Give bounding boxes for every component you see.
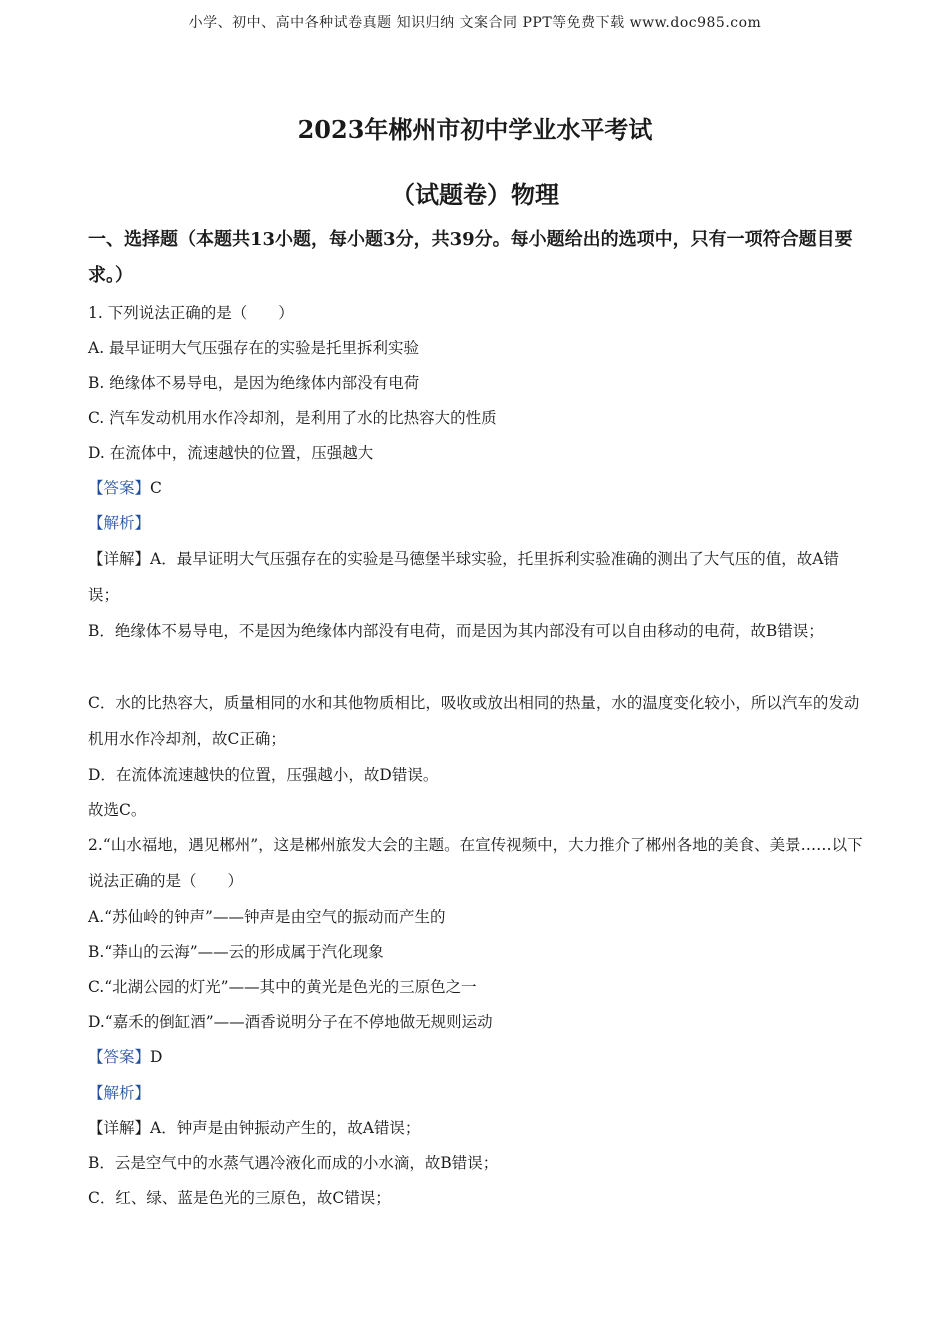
detail-tag: 【详解】	[88, 550, 151, 568]
q2-detail-b: B．云是空气中的水蒸气遇冷液化而成的小水滴，故B错误；	[88, 1154, 499, 1172]
q2-answer	[88, 1046, 868, 1068]
q2-option-c: C.“北湖公园的灯光”——其中的黄光是色光的三原色之一	[88, 978, 477, 996]
q1-detail-d: D．在流体流速越快的位置，压强越小，故D错误。	[88, 766, 439, 784]
answer-tag: 【答案】	[88, 479, 151, 497]
q1-answer-value: C	[150, 479, 162, 497]
q2-detail-a-text: A．钟声是由钟振动产生的，故A错误；	[150, 1119, 421, 1137]
q1-answer	[88, 477, 868, 499]
q2-option-b: B.“莽山的云海”——云的形成属于汽化现象	[88, 943, 384, 961]
q2-answer-value: D	[150, 1048, 163, 1066]
q1-detail-a-text: A．最早证明大气压强存在的实验是马德堡半球实验，托里拆利实验准确的测出了大气压的值，故A错误；	[88, 550, 839, 604]
exam-subtitle: （试题卷）物理	[391, 180, 559, 209]
q1-detail-a	[88, 541, 868, 613]
answer-tag: 【答案】	[88, 1048, 151, 1066]
q1-option-a: A. 最早证明大气压强存在的实验是托里拆利实验	[88, 339, 420, 357]
detail-tag: 【详解】	[88, 1119, 151, 1137]
exam-title: 2023年郴州市初中学业水平考试	[297, 115, 653, 144]
q2-detail-c: C．红、绿、蓝是色光的三原色，故C错误；	[88, 1189, 391, 1207]
q1-stem: 1. 下列说法正确的是（ ）	[88, 304, 294, 322]
q1-conclusion: 故选C。	[88, 801, 147, 819]
q2-detail-a	[88, 1117, 868, 1139]
q2-option-d: D.“嘉禾的倒缸酒”——酒香说明分子在不停地做无规则运动	[88, 1013, 493, 1031]
q2-analysis-tag: 【解析】	[88, 1084, 151, 1102]
q1-option-b: B. 绝缘体不易导电，是因为绝缘体内部没有电荷	[88, 374, 420, 392]
site-banner: 小学、初中、高中各种试卷真题 知识归纳 文案合同 PPT等免费下载 www.doc985.com	[188, 15, 762, 31]
q1-detail-b: B．绝缘体不易导电，不是因为绝缘体内部没有电荷，而是因为其内部没有可以自由移动的电荷，故B错误；	[88, 622, 824, 640]
q2-option-a: A.“苏仙岭的钟声”——钟声是由空气的振动而产生的	[88, 908, 446, 926]
section-heading: 一、选择题（本题共13小题，每小题3分，共39分。每小题给出的选项中，只有一项符合题目要求。）	[88, 229, 853, 286]
q1-analysis-tag: 【解析】	[88, 514, 151, 532]
q1-option-d: D. 在流体中，流速越快的位置，压强越大	[88, 444, 374, 462]
q1-detail-c: C．水的比热容大，质量相同的水和其他物质相比，吸收或放出相同的热量，水的温度变化较小，所以汽车的发动机用水作冷却剂，故C正确；	[88, 694, 860, 748]
q1-option-c: C. 汽车发动机用水作冷却剂，是利用了水的比热容大的性质	[88, 409, 497, 427]
q2-stem: 2.“山水福地，遇见郴州”，这是郴州旅发大会的主题。在宣传视频中，大力推介了郴州各地的美食、美景……以下说法正确的是（ ）	[88, 836, 863, 890]
